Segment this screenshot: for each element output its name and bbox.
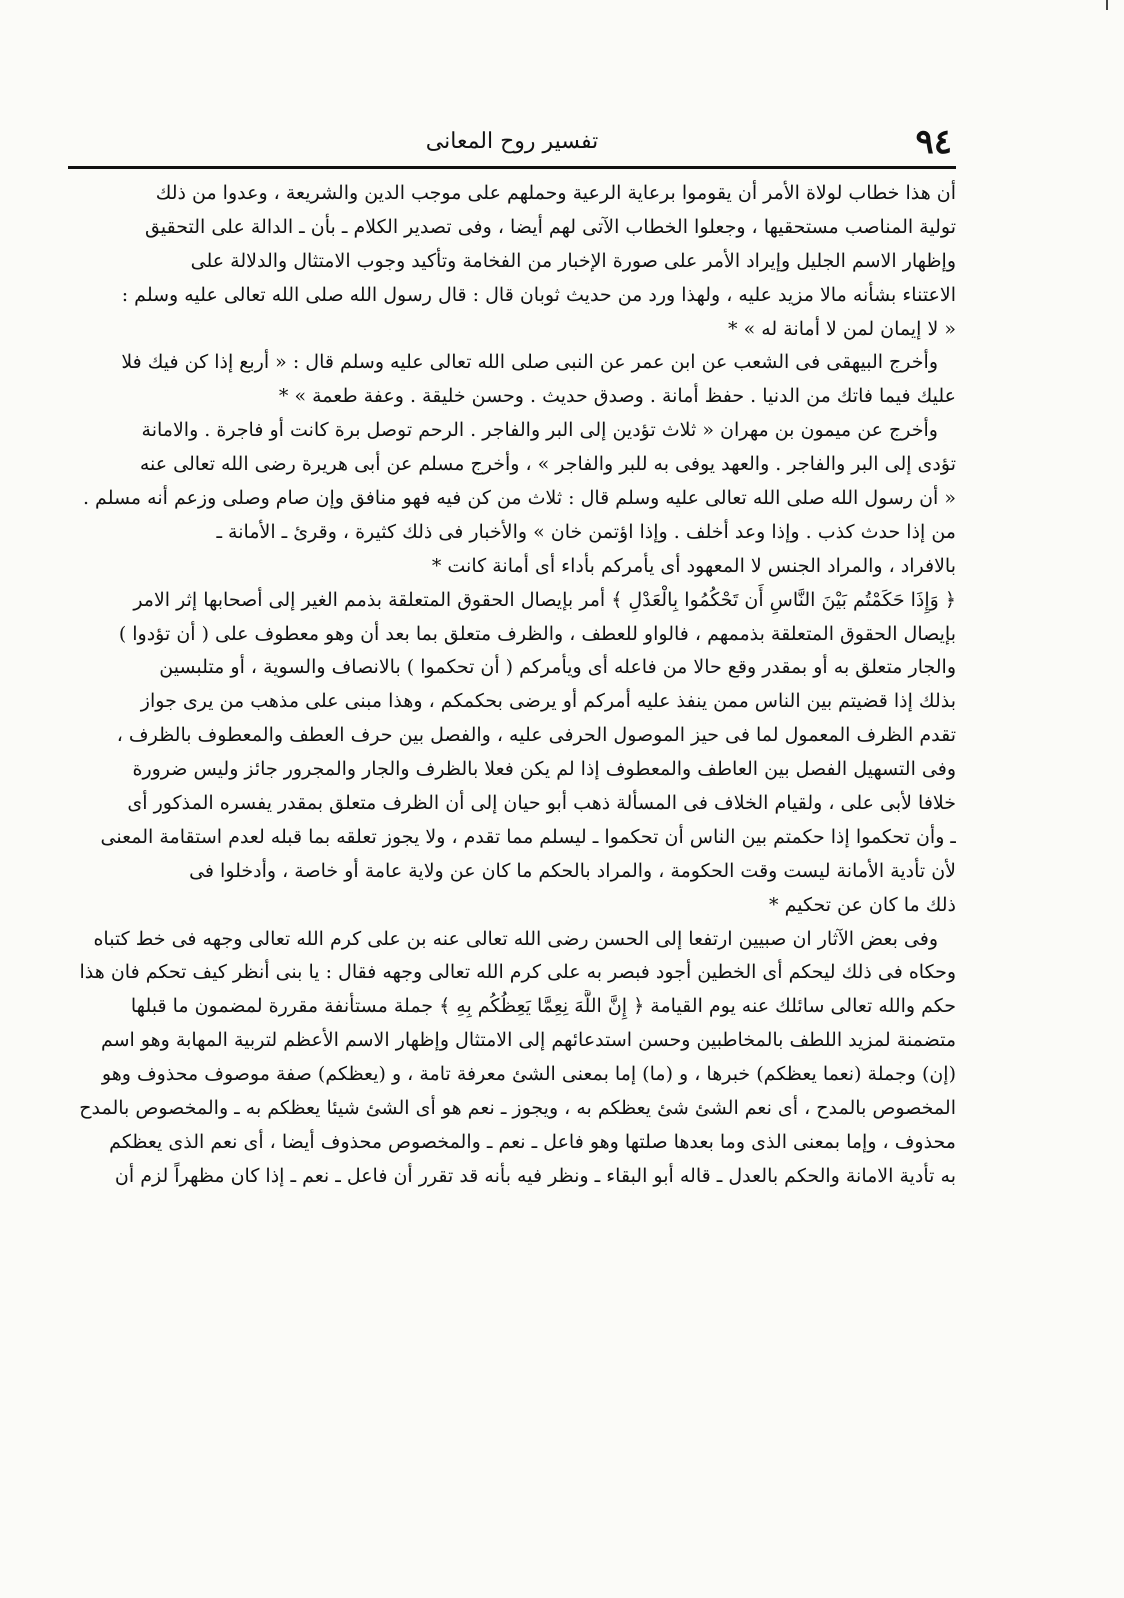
page-number: ٩٤ [915, 122, 952, 162]
text-line: الاعتناء بشأنه مالا مزيد عليه ، ولهذا ورد من حديث ثوبان قال : قال رسول الله صلى الله تعالى عليه وسلم : [121, 283, 956, 306]
text-line: بإيصال الحقوق المتعلقة بذممهم ، فالواو للعطف ، والظرف متعلق بما بعد أن وهو معطوف على ( أن تؤدوا ) [118, 622, 956, 645]
text-line: (إن) وجملة (نعما يعظكم) خبرها ، و (ما) إما بمعنى الشئ معرفة تامة ، و (يعظكم) صفة موصوف محذوف وهو [101, 1063, 956, 1086]
text-line: « أن رسول الله صلى الله تعالى عليه وسلم قال : ثلاث من كن فيه فهو منافق وإن صام وصلى وزعم أنه مسلم . [82, 487, 956, 510]
text-line: متضمنة لمزيد اللطف بالمخاطبين وحسن استدعائهم إلى الامتثال وإظهار الاسم الأعظم لتربية المهابة وهو اسم [100, 1029, 956, 1052]
text-line: والجار متعلق به أو بمقدر وقع حالا من فاعله أى ويأمركم ( أن تحكموا ) بالانصاف والسوية ، أو متلبسين [159, 656, 956, 679]
text-line: وأخرج عن ميمون بن مهران « ثلاث تؤدين إلى البر والفاجر . الرحم توصل برة كانت أو فاجرة . والامانة [141, 419, 938, 442]
text-line: أن هذا خطاب لولاة الأمر أن يقوموا برعاية الرعية وحملهم على موجب الدين والشريعة ، وعدوا من ذلك [155, 182, 956, 204]
text-line: وأخرج البيهقى فى الشعب عن ابن عمر عن النبى صلى الله تعالى عليه وسلم قال : « أربع إذا كن فيك فلا [121, 351, 938, 374]
page-header [68, 118, 956, 169]
text-line: ـ وأن تحكموا إذا حكمتم بين الناس أن تحكموا ـ ليسلم مما تقدم ، ولا يجوز تعلقه بما قبله لعدم استقامة المعنى [100, 825, 956, 848]
text-line: محذوف ، وإما بمعنى الذى وما بعدها صلتها وهو فاعل ـ نعم ـ والمخصوص محذوف أيضا ، أى نعم الذى يعظكم [109, 1130, 956, 1153]
text-line: وفى بعض الآثار ان صبيين ارتفعا إلى الحسن رضى الله تعالى عنه بن على كرم الله تعالى وجهه فى خط كتباه [93, 927, 938, 950]
text-line: « لا إيمان لمن لا أمانة له » * [728, 317, 956, 340]
text-line: به تأدية الامانة والحكم بالعدل ـ قاله أبو البقاء ـ ونظر فيه بأنه قد تقرر أن فاعل ـ نعم ـ إذا كان مظهراً لزم أن [114, 1164, 956, 1187]
text-line: لأن تأدية الأمانة ليست وقت الحكومة ، والمراد بالحكم ما كان عن ولاية عامة أو خاصة ، وأدخلوا فى [189, 859, 956, 882]
text-line: ﴿ وَإِذَا حَكَمْتُم بَيْنَ النَّاسِ أَن تَحْكُمُوا بِالْعَدْلِ ﴾ أمر بإيصال الحقوق المتعلقة بذمم الغير إلى أصحابها إثر الامر [133, 588, 956, 611]
text-line: تقدم الظرف المعمول لما فى حيز الموصول الحرفى عليه ، والفصل بين حرف العطف والمعطوف بالظرف ، [116, 724, 956, 747]
text-line: حكم والله تعالى سائلك عنه يوم القيامة ﴿ إِنَّ اللَّهَ نِعِمَّا يَعِظُكُم بِهِ ﴾ جملة مستأنفة مقررة لمضمون ما قبلها [130, 995, 956, 1018]
text-line: ذلك ما كان عن تحكيم * [769, 893, 956, 916]
page-edge-mark [1106, 0, 1108, 10]
text-line: وفى التسهيل الفصل بين العاطف والمعطوف إذا لم يكن فعلا بالظرف والجار والمجرور جائز وليس ضرورة [132, 758, 956, 781]
text-line: تؤدى إلى البر والفاجر . والعهد يوفى به للبر والفاجر » ، وأخرج مسلم عن أبى هريرة رضى الله تعالى عنه [139, 453, 956, 476]
text-line: وإظهار الاسم الجليل وإيراد الأمر على صورة الإخبار من الفخامة وتأكيد وجوب الامتثال والدلالة على [190, 249, 956, 272]
text-line: وحكاه فى ذلك ليحكم أى الخطين أجود فبصر به على كرم الله تعالى وجهه فقال : يا بنى أنظر كيف تحكم فان هذا [79, 961, 956, 984]
text-line: من إذا حدث كذب . وإذا وعد أخلف . وإذا اؤتمن خان » والأخبار فى ذلك كثيرة ، وقرئ ـ الأمانة ـ [216, 520, 956, 543]
text-line: تولية المناصب مستحقيها ، وجعلوا الخطاب الآتى لهم أيضا ، وفى تصدير الكلام ـ بأن ـ الدالة على التحقيق [145, 215, 956, 238]
text-line: المخصوص بالمدح ، أى نعم الشئ شئ يعظكم به ، ويجوز ـ نعم هو أى الشئ شيئا يعظكم به ـ والمخصوص بالمدح [79, 1097, 956, 1120]
scanned-page [68, 118, 956, 1558]
text-line: بالافراد ، والمراد الجنس لا المعهود أى يأمركم بأداء أى أمانة كانت * [431, 554, 956, 577]
text-line: عليك فيما فاتك من الدنيا . حفظ أمانة . وصدق حديث . وحسن خليقة . وعفة طعمة » * [278, 385, 956, 408]
running-title: تفسير روح المعانى [425, 129, 599, 154]
text-line: بذلك إذا قضيتم بين الناس ممن ينفذ عليه أمركم أو يرضى بحكمكم ، وهذا مبنى على مذهب من يرى جواز [140, 690, 956, 713]
text-line: خلافا لأبى على ، ولقيام الخلاف فى المسألة ذهب أبو حيان إلى أن الظرف متعلق بمقدر يفسره المذكور أى [127, 792, 956, 815]
commentary-text [68, 177, 956, 1194]
